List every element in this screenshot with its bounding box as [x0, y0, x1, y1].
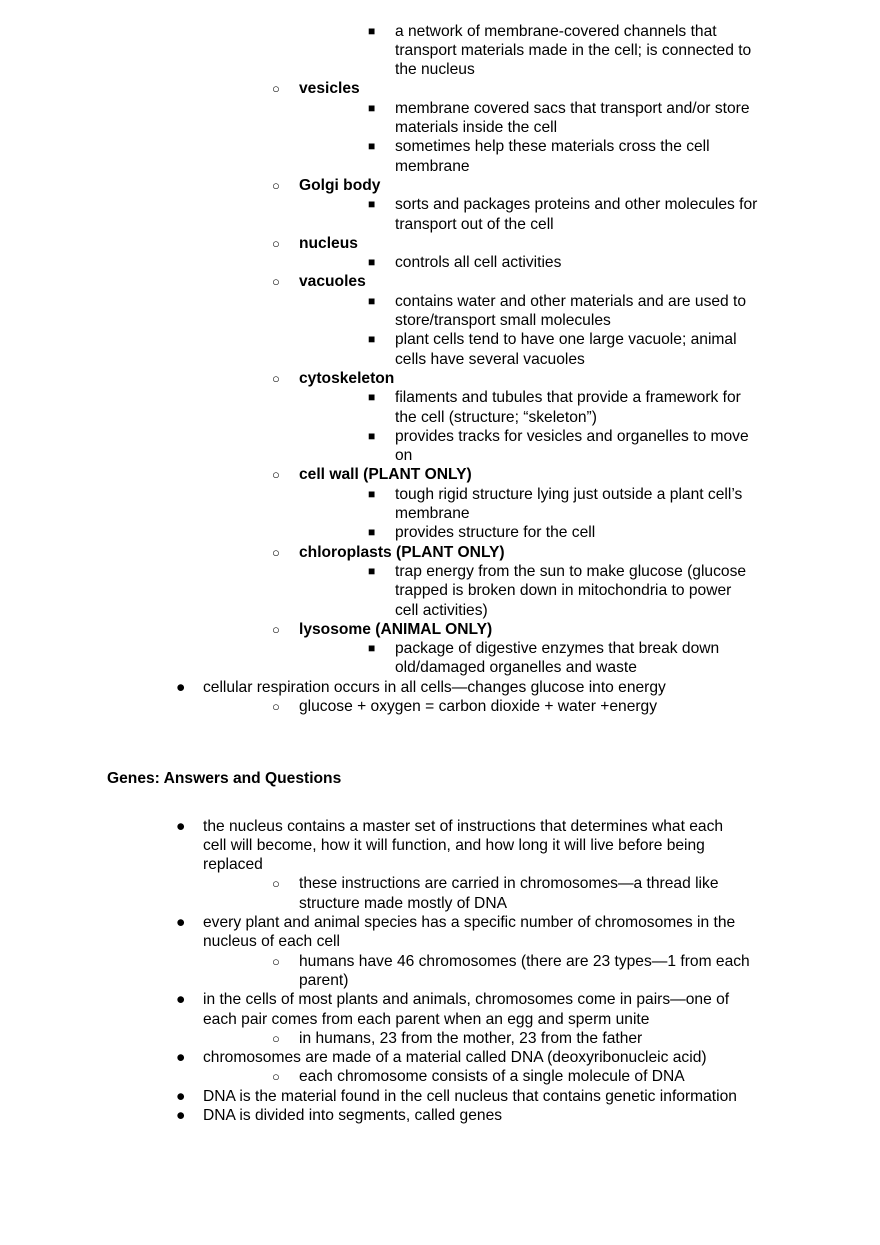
bullet-icon: ● [176, 1087, 186, 1105]
bullet-icon: ■ [368, 139, 376, 154]
bullet-icon: ■ [368, 641, 376, 656]
cell-wall-description-text: membrane [395, 505, 470, 522]
cytoskeleton-description-text: the cell (structure; “skeleton”) [395, 408, 597, 426]
genes-item-text: every plant and animal species has a specific number of chromosomes in the [203, 914, 736, 931]
lysosome-description [368, 639, 720, 658]
section-heading: Genes: Answers and Questions [107, 770, 342, 787]
er-description [395, 60, 475, 79]
bullet-icon: ■ [368, 486, 376, 501]
lysosome-description-text: package of digestive enzymes that break down [395, 640, 720, 658]
bullet-icon: ■ [368, 390, 376, 405]
genes-item-text: DNA is the material found in the cell nucleus that contains genetic information [203, 1087, 737, 1105]
golgi-description [395, 215, 554, 234]
lysosome-description [395, 658, 637, 677]
genes-item [203, 836, 705, 855]
genes-item [203, 855, 263, 874]
organelle-lysosome [272, 620, 493, 639]
bullet-icon: ■ [368, 293, 376, 308]
genes-subitem-text: in humans, 23 from the mother, 23 from the father [299, 1029, 643, 1047]
bullet-icon: ● [176, 991, 186, 1009]
vesicles-description [368, 99, 750, 118]
bullet-icon: ○ [272, 370, 280, 386]
nucleus-description-text: controls all cell activities [395, 254, 562, 272]
cytoskeleton-description [395, 408, 597, 427]
genes-item [203, 932, 340, 951]
organelle-vesicles [272, 79, 360, 98]
cytoskeleton-description [395, 446, 412, 465]
bullet-icon: ○ [272, 699, 280, 714]
genes-subitem-text: each chromosome consists of a single molecule of DNA [299, 1068, 685, 1086]
genes-subitem [299, 894, 507, 913]
er-description [368, 22, 717, 41]
bullet-icon: ● [176, 914, 186, 931]
respiration-equation [272, 697, 658, 716]
er-description [395, 41, 751, 60]
lysosome-description-text: old/damaged organelles and waste [395, 659, 637, 677]
golgi-description [368, 195, 758, 214]
genes-item [176, 1087, 737, 1106]
genes-item [176, 817, 724, 836]
organelle-golgi-text: Golgi body [299, 176, 381, 194]
cell-wall-description [368, 485, 743, 504]
genes-item-text: replaced [203, 856, 263, 874]
genes-item [203, 1010, 649, 1029]
bullet-icon: ● [176, 678, 186, 696]
organelle-nucleus-text: nucleus [299, 234, 358, 252]
vacuoles-description [368, 330, 737, 349]
vacuoles-description [395, 350, 585, 369]
bullet-icon: ■ [368, 525, 376, 540]
organelle-chloroplasts [272, 543, 505, 562]
genes-subitem-text: parent) [299, 971, 349, 989]
bullet-icon: ● [176, 817, 186, 835]
vacuoles-description-text: plant cells tend to have one large vacuole; animal [395, 331, 737, 349]
cytoskeleton-description-text: provides tracks for vesicles and organelles to move [395, 427, 749, 445]
chloroplasts-description-text: trap energy from the sun to make glucose (glucose [395, 562, 747, 580]
chloroplasts-description-text: trapped is broken down in mitochondria to power [395, 582, 732, 600]
bullet-icon: ○ [272, 81, 280, 97]
vesicles-description [395, 118, 557, 137]
bullet-icon: ■ [368, 332, 376, 347]
vacuoles-description [368, 292, 747, 311]
organelle-vacuoles-text: vacuoles [299, 273, 366, 291]
genes-item-text: nucleus of each cell [203, 933, 340, 951]
chloroplasts-description [395, 601, 488, 620]
bullet-icon: ● [176, 1049, 186, 1067]
bullet-icon: ■ [368, 100, 376, 115]
bullet-icon: ○ [272, 467, 280, 483]
organelle-vesicles-text: vesicles [299, 80, 360, 98]
chloroplasts-description [395, 581, 731, 600]
genes-subitem [272, 1029, 643, 1048]
bullet-icon: ○ [272, 876, 280, 892]
er-description-text: the nucleus [395, 61, 475, 79]
genes-subitem [272, 874, 719, 893]
genes-subitem [272, 1067, 685, 1086]
genes-item-text: DNA is divided into segments, called genes [203, 1107, 503, 1124]
respiration-item-text: cellular respiration occurs in all cells—changes glucose into energy [203, 678, 666, 696]
bullet-icon: ● [176, 1107, 186, 1124]
genes-item [176, 913, 736, 932]
vesicles-description-text: membrane [395, 157, 470, 175]
bullet-icon: ○ [272, 621, 280, 637]
vacuoles-description-text: contains water and other materials and are used to [395, 292, 747, 310]
vesicles-description [395, 157, 470, 176]
cytoskeleton-description [368, 427, 749, 446]
organelle-chloroplasts-text: chloroplasts (PLANT ONLY) [299, 543, 505, 561]
bullet-icon: ○ [272, 235, 280, 251]
bullet-icon: ■ [368, 255, 376, 270]
organelle-lysosome-text: lysosome (ANIMAL ONLY) [299, 620, 493, 638]
vesicles-description-text: sometimes help these materials cross the cell [395, 138, 710, 156]
chloroplasts-description-text: cell activities) [395, 601, 488, 619]
organelle-cytoskeleton-text: cytoskeleton [299, 369, 395, 387]
genes-subitem-text: humans have 46 chromosomes (there are 23 types—1 from each [299, 952, 750, 970]
vacuoles-description [395, 311, 611, 330]
genes-subitem [299, 971, 348, 990]
bullet-icon: ■ [368, 197, 376, 212]
cytoskeleton-description-text: filaments and tubules that provide a framework for [395, 389, 741, 407]
vacuoles-description-text: store/transport small molecules [395, 312, 611, 329]
respiration-equation-text: glucose + oxygen = carbon dioxide + water +energy [299, 698, 658, 715]
nucleus-description [368, 253, 562, 272]
genes-item-text: in the cells of most plants and animals, chromosomes come in pairs—one of [203, 991, 730, 1009]
bullet-icon: ■ [368, 563, 376, 578]
genes-item-text: each pair comes from each parent when an egg and sperm unite [203, 1010, 650, 1028]
vacuoles-description-text: cells have several vacuoles [395, 350, 585, 368]
cell-wall-description-text: tough rigid structure lying just outside a plant cell’s [395, 485, 743, 503]
bullet-icon: ○ [272, 1030, 280, 1046]
cell-wall-description-text: provides structure for the cell [395, 524, 596, 542]
cell-wall-description [395, 504, 470, 523]
genes-subitem-text: structure made mostly of DNA [299, 894, 507, 912]
organelle-cell-wall [272, 465, 472, 484]
bullet-icon: ○ [272, 953, 280, 969]
organelle-cell-wall-text: cell wall (PLANT ONLY) [299, 466, 472, 484]
genes-item-text: cell will become, how it will function, and how long it will live before being [203, 836, 705, 854]
vesicles-description-text: materials inside the cell [395, 119, 558, 136]
cytoskeleton-description [368, 388, 741, 407]
genes-item [176, 990, 730, 1009]
genes-item-text: chromosomes are made of a material called DNA (deoxyribonucleic acid) [203, 1049, 707, 1067]
respiration-item [176, 678, 666, 697]
vesicles-description-text: membrane covered sacs that transport and/or store [395, 99, 750, 117]
organelle-vacuoles [272, 272, 366, 291]
bullet-icon: ○ [272, 544, 280, 560]
cytoskeleton-description-text: on [395, 447, 413, 465]
er-description-text: a network of membrane-covered channels that [395, 22, 717, 40]
golgi-description-text: transport out of the cell [395, 215, 554, 233]
genes-item [176, 1106, 503, 1125]
organelle-cytoskeleton [272, 369, 395, 388]
organelle-golgi [272, 176, 381, 195]
bullet-icon: ○ [272, 274, 280, 290]
bullet-icon: ■ [368, 428, 376, 443]
bullet-icon: ○ [272, 1069, 280, 1085]
genes-subitem-text: these instructions are carried in chromosomes—a thread like [299, 875, 719, 893]
vesicles-description [368, 137, 710, 156]
er-description-text: transport materials made in the cell; is connected to [395, 41, 752, 59]
bullet-icon: ■ [368, 23, 376, 38]
cell-wall-description [368, 523, 596, 542]
chloroplasts-description [368, 562, 747, 581]
bullet-icon: ○ [272, 177, 280, 193]
genes-item [176, 1048, 707, 1067]
genes-item-text: the nucleus contains a master set of instructions that determines what each [203, 817, 724, 835]
organelle-nucleus [272, 234, 358, 253]
genes-subitem [272, 952, 750, 971]
golgi-description-text: sorts and packages proteins and other molecules for [395, 196, 758, 214]
